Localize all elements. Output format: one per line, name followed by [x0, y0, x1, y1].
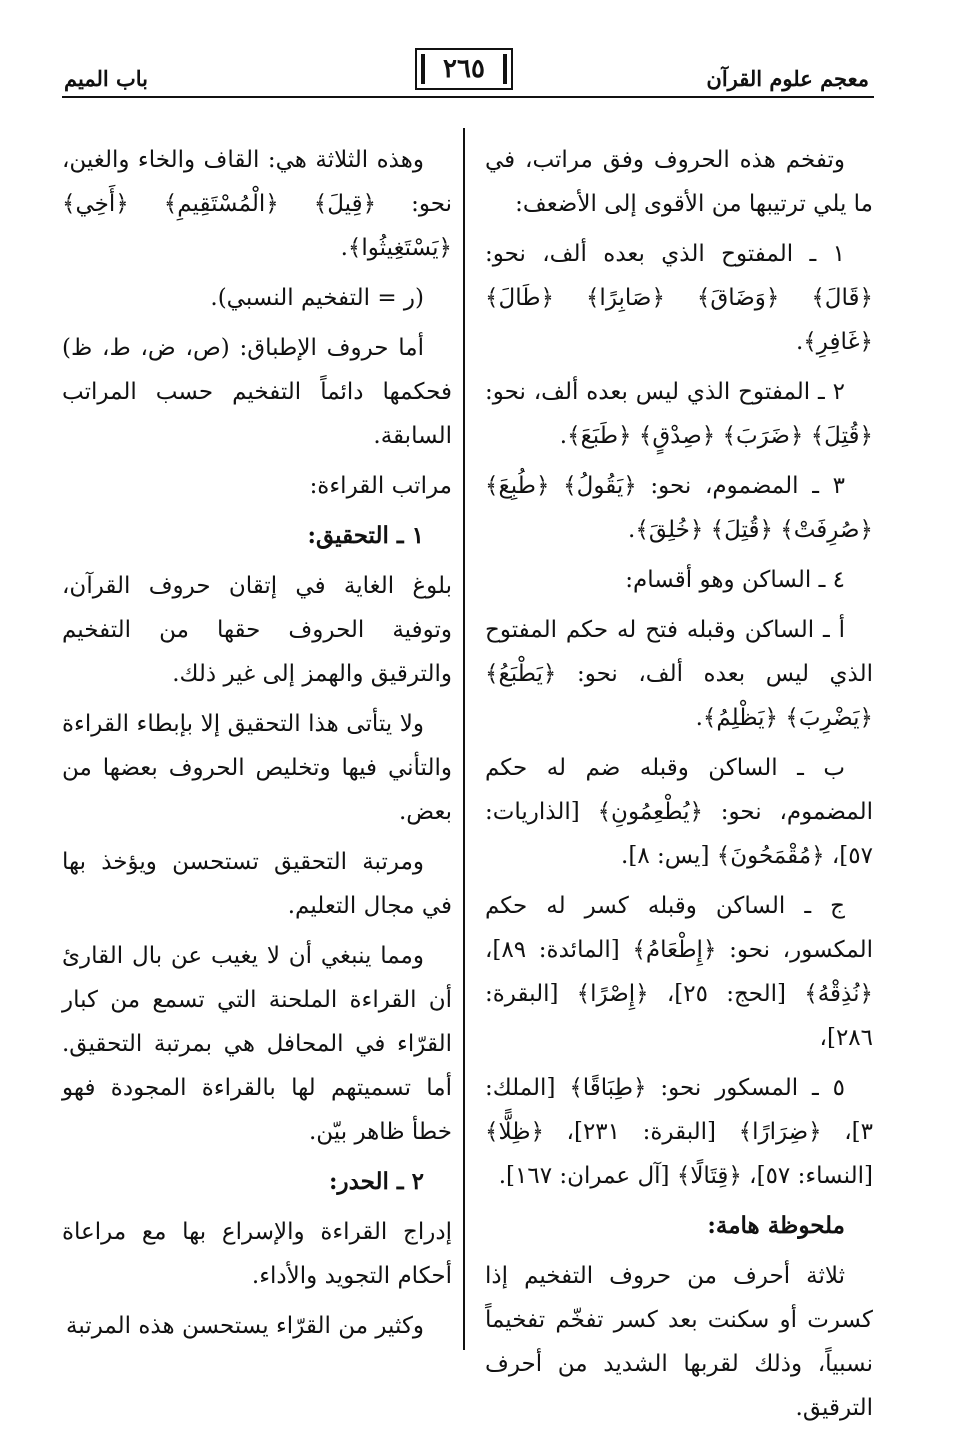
- paragraph: ج ـ الساكن وقبله كسر له حكم المكسور، نحو: ﴿إِطْعَامُ﴾ [المائدة: ٨٩]، ﴿نُذِقْهُ﴾ [الحج: ٢٥]، ﴿إِصْرًا﴾ [البقرة: ٢٨٦]،: [485, 893, 873, 1051]
- paragraph: ١ ـ التحقيق:: [307, 522, 424, 549]
- paragraph: ٥ ـ المسكور نحو: ﴿طِبَاقًا﴾ [الملك: ٣]، ﴿ضِرَارًا﴾ [البقرة: ٢٣١]، ﴿ظِلًّا﴾ [النساء: ٥٧]، ﴿قِتَالًا﴾ [آل عمران: ١٦٧].: [485, 1075, 873, 1189]
- paragraph: ومما ينبغي أن لا يغيب عن بال القارئ أن القراءة الملحنة التي تسمع من كبار القرّاء في المحافل هي بمرتبة التحقيق. أما تسميتهم لها بالقراءة المجودة فهو خطأ ظاهر بيّن.: [62, 943, 452, 1145]
- chapter-title: باب الميم: [64, 66, 149, 91]
- paragraph: بلوغ الغاية في إتقان حروف القرآن، وتوفية الحروف حقها من التفخيم والترقيق والهمز إلى غير ذلك.: [62, 573, 452, 687]
- paragraph: ثلاثة أحرف من حروف التفخيم إذا كسرت أو سكنت بعد كسر تفخّم تفخيماً نسبياً، وذلك لقربها الشديد من أحرف الترقيق.: [485, 1263, 873, 1421]
- paragraph: ٢ ـ المفتوح الذي ليس بعده ألف، نحو: ﴿قُتِلَ﴾ ﴿ضَرَبَ﴾ ﴿صِدْقٍ﴾ ﴿طَبَعَ﴾.: [485, 379, 873, 449]
- column-divider: [463, 128, 465, 1350]
- left-column: [62, 138, 452, 1354]
- page-header: [0, 44, 959, 104]
- paragraph: مراتب القراءة:: [309, 473, 452, 499]
- paragraph: (ر = التفخيم النسبي).: [210, 285, 424, 311]
- paragraph: أ ـ الساكن وقبله فتح له حكم المفتوح الذي ليس بعده ألف، نحو: ﴿يَطْبَعُ﴾ ﴿يَضْرِبَ﴾ ﴿يَظْلِمُ﴾.: [485, 617, 873, 731]
- paragraph: وكثير من القرّاء يستحسن هذه المرتبة: [66, 1313, 424, 1339]
- paragraph: وتفخم هذه الحروف وفق مراتب، في ما يلي ترتيبها من الأقوى إلى الأضعف:: [485, 147, 873, 217]
- paragraph: ٢ ـ الحدر:: [328, 1168, 424, 1195]
- paragraph: وهذه الثلاثة هي: القاف والخاء والغين، نحو: ﴿قِيلَ﴾ ﴿الْمُسْتَقِيمِ﴾ ﴿أَخِي﴾ ﴿يَسْتَغِيثُوا﴾.: [62, 147, 452, 261]
- header-rule: [62, 96, 874, 98]
- paragraph: ولا يتأتى هذا التحقيق إلا بإبطاء القراءة والتأني فيها وتخليص الحروف بعضها من بعض.: [62, 711, 452, 825]
- paragraph: ٣ ـ المضموم، نحو: ﴿يَقُولُ﴾ ﴿طُبِعَ﴾ ﴿صُرِفَتْ﴾ ﴿قُتِلَ﴾ ﴿خُلِقَ﴾.: [485, 473, 873, 543]
- paragraph: ١ ـ المفتوح الذي بعده ألف، نحو: ﴿قَالَ﴾ ﴿وَضَاقَ﴾ ﴿صَابِرًا﴾ ﴿طَالَ﴾ ﴿غَافِرِ﴾.: [485, 241, 873, 355]
- book-title: معجم علوم القرآن: [706, 66, 869, 91]
- paragraph: إدراج القراءة والإسراع بها مع مراعاة أحكام التجويد والأداء.: [62, 1219, 452, 1289]
- paragraph: أما حروف الإطباق: (ص، ض، ط، ظ) فحكمها دائماً التفخيم حسب المراتب السابقة.: [62, 335, 452, 449]
- page-number: ٢٦٥: [415, 48, 513, 90]
- paragraph: ب ـ الساكن وقبله ضم له حكم المضموم، نحو: ﴿يُطْعِمُونِ﴾ [الذاريات: ٥٧]، ﴿مُقْمَحُونَ﴾ [يس: ٨].: [485, 755, 873, 869]
- paragraph: ومرتبة التحقيق تستحسن ويؤخذ بها في مجال التعليم.: [62, 849, 452, 919]
- right-column: [485, 138, 873, 1436]
- paragraph: ٤ ـ الساكن وهو أقسام:: [625, 567, 845, 593]
- paragraph: ملحوظة هامة:: [707, 1212, 845, 1239]
